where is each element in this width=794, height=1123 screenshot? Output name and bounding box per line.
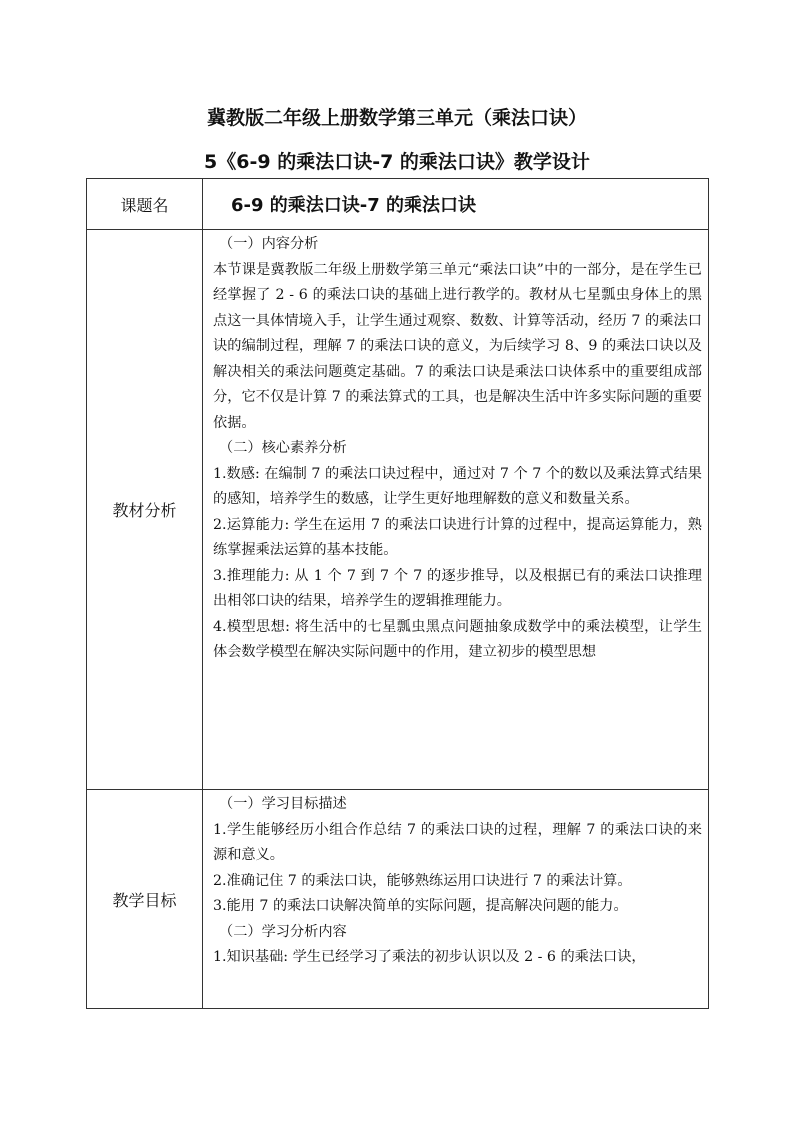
paragraph: 3.推理能力: 从 1 个 7 到 7 个 7 的逐步推导，以及根据已有的乘法口诀推理出相邻口诀的结果，培养学生的逻辑推理能力。: [213, 567, 702, 609]
paragraph: 1.学生能够经历小组合作总结 7 的乘法口诀的过程，理解 7 的乘法口诀的来源和意义。: [213, 821, 702, 863]
paragraph: 1.数感: 在编制 7 的乘法口诀过程中，通过对 7 个 7 个的数以及乘法算式结果的感知，培养学生的数感，让学生更好地理解数的意义和数量关系。: [213, 465, 702, 507]
topic-row: [87, 179, 709, 230]
document-subtitle: 5《6-9 的乘法口诀-7 的乘法口诀》教学设计: [204, 151, 590, 173]
material-analysis-row: [87, 230, 709, 790]
paragraph: 本节课是冀教版二年级上册数学第三单元“乘法口诀”中的一部分，是在学生已经掌握了 2 - 6 的乘法口诀的基础上进行教学的。教材从七星瓢虫身体上的黑点这一具体情境入手，让学生通过观察、数数、计算等活动，经历 7 的乘法口诀的编制过程，理解 7 的乘法口诀的意义，为后续学习 8、9 的乘法口诀以及解决相关的乘法问题奠定基础。7 的乘法口诀是乘法口诀体系中的重要组成部分，它不仅是计算 7 的乘法算式的工具，也是解决生活中许多实际问题的重要依据。: [213, 261, 702, 431]
section-heading: （一）内容分析: [219, 236, 319, 252]
paragraph: 3.能用 7 的乘法口诀解决简单的实际问题，提高解决问题的能力。: [213, 898, 628, 914]
topic-value: 6-9 的乘法口诀-7 的乘法口诀: [203, 179, 709, 230]
paragraph: 4.模型思想: 将生活中的七星瓢虫黑点问题抽象成数学中的乘法模型，让学生体会数学模型在解决实际问题中的作用，建立初步的模型思想: [213, 618, 702, 660]
document-title: 冀教版二年级上册数学第三单元（乘法口诀）: [206, 107, 587, 129]
section-heading: （二）学习分析内容: [219, 923, 347, 940]
material-analysis-cell: [203, 230, 709, 790]
lesson-plan-table: [86, 178, 709, 1009]
teaching-goals-label: 教学目标: [87, 790, 203, 1009]
paragraph: 2.准确记住 7 的乘法口诀，能够熟练运用口诀进行 7 的乘法计算。: [213, 872, 632, 889]
section-heading: （二）核心素养分析: [219, 440, 347, 456]
topic-label: 课题名: [87, 179, 203, 230]
paragraph: 2.运算能力: 学生在运用 7 的乘法口诀进行计算的过程中，提高运算能力，熟练掌握乘法运算的基本技能。: [213, 516, 702, 558]
teaching-goals-row: [87, 790, 709, 1009]
material-analysis-label: 教材分析: [87, 230, 203, 790]
teaching-goals-cell: [203, 790, 709, 1009]
paragraph: 1.知识基础: 学生已经学习了乘法的初步认识以及 2 - 6 的乘法口诀，: [213, 949, 646, 965]
section-heading: （一）学习目标描述: [219, 796, 347, 812]
